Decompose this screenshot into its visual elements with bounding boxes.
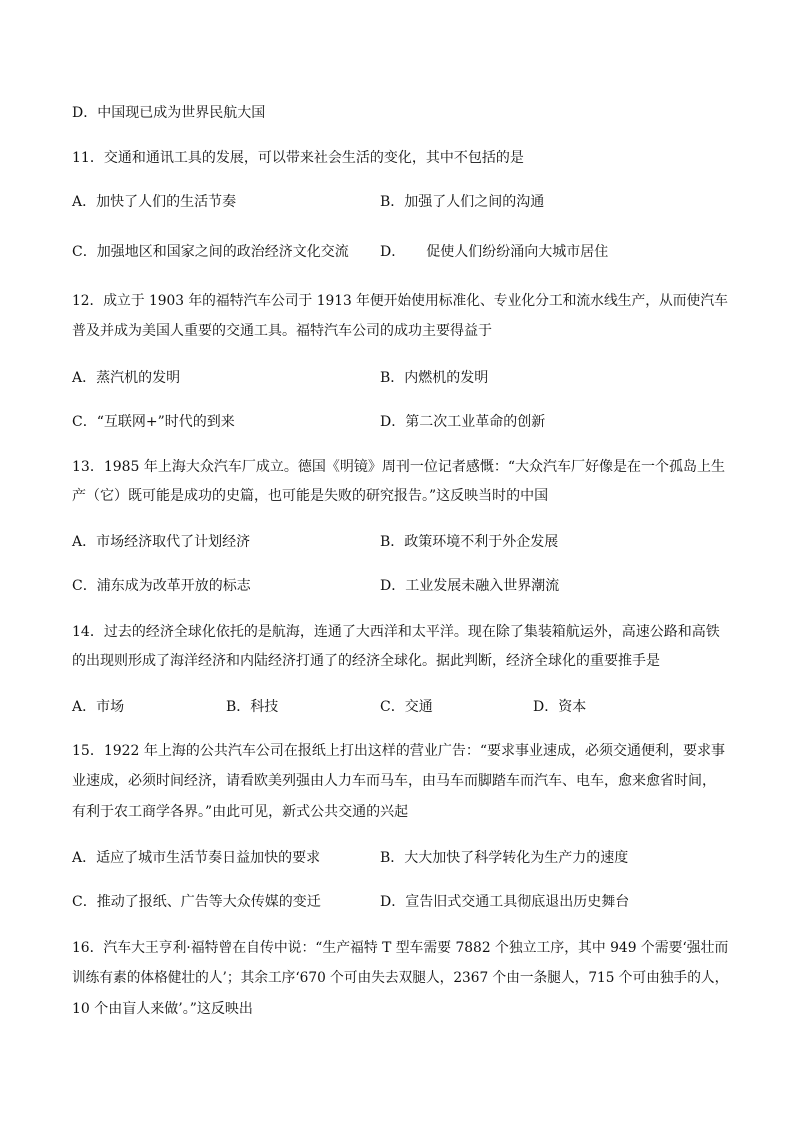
q14-option-d: D．资本 [533, 699, 587, 715]
q13-option-d: D．工业发展未融入世界潮流 [380, 578, 560, 594]
q11-option-c: C．加强地区和国家之间的政治经济文化交流 [72, 244, 349, 260]
q12-option-a: A．蒸汽机的发明 [72, 370, 181, 386]
q12-stem-line-1: 12．成立于 1903 年的福特汽车公司于 1913 年便开始使用标准化、专业化分工和流水线生产，从而使汽车 [72, 293, 728, 309]
q10-option-d: D．中国现已成为世界民航大国 [72, 105, 266, 121]
q13-stem-line-2: 产（它）既可能是成功的史篇，也可能是失败的研究报告。”这反映当时的中国 [72, 488, 549, 504]
q15-stem-line-2: 业速成，必须时间经济，请看欧美列强由人力车而马车，由马车而脚踏车而汽车、电车，愈来愈省时间， [72, 773, 716, 789]
q15-option-b: B．大大加快了科学转化为生产力的速度 [380, 850, 629, 866]
q14-stem-line-2: 的出现则形成了海洋经济和内陆经济打通了的经济全球化。据此判断，经济全球化的重要推手是 [72, 653, 660, 669]
q15-option-c: C．推动了报纸、广告等大众传媒的变迁 [72, 894, 321, 910]
q11-option-b: B．加强了人们之间的沟通 [380, 194, 545, 210]
q12-option-d: D．第二次工业革命的创新 [380, 414, 546, 430]
q11-stem: 11．交通和通讯工具的发展，可以带来社会生活的变化，其中不包括的是 [72, 150, 524, 166]
q13-option-b: B．政策环境不利于外企发展 [380, 534, 559, 550]
q12-option-c: C．“互联网+”时代的到来 [72, 414, 235, 430]
q11-option-a: A．加快了人们的生活节奏 [72, 194, 237, 210]
q15-option-a: A．适应了城市生活节奏日益加快的要求 [72, 850, 321, 866]
q16-stem-line-1: 16．汽车大王亨利·福特曾在自传中说：“生产福特 T 型车需要 7882 个独立工序，其中 949 个需要‘强壮而 [72, 940, 729, 956]
q12-stem-line-2: 普及并成为美国人重要的交通工具。福特汽车公司的成功主要得益于 [72, 323, 492, 339]
q14-stem-line-1: 14．过去的经济全球化依托的是航海，连通了大西洋和太平洋。现在除了集装箱航运外，高速公路和高铁 [72, 624, 720, 640]
q14-option-b: B．科技 [226, 699, 279, 715]
q13-option-a: A．市场经济取代了计划经济 [72, 534, 251, 550]
q12-option-b: B．内燃机的发明 [380, 370, 489, 386]
q15-stem-line-1: 15．1922 年上海的公共汽车公司在报纸上打出这样的营业广告：“要求事业速成，必须交通便利，要求事 [72, 743, 726, 759]
q16-stem-line-2: 训练有素的体格健壮的人’；其余工序‘670 个可由失去双腿人，2367 个由一条腿人，715 个可由独手的人， [72, 970, 729, 986]
q15-stem-line-3: 有利于农工商学各界。”由此可见，新式公共交通的兴起 [72, 804, 409, 820]
q13-stem-line-1: 13．1985 年上海大众汽车厂成立。德国《明镜》周刊一位记者感慨：“大众汽车厂好像是在一个孤岛上生 [72, 459, 726, 475]
q16-stem-line-3: 10 个由盲人来做’。”这反映出 [72, 1001, 253, 1017]
q14-option-a: A．市场 [72, 699, 125, 715]
q15-option-d: D．宣告旧式交通工具彻底退出历史舞台 [380, 894, 630, 910]
q11-option-d: D． 促使人们纷纷涌向大城市居住 [380, 244, 609, 260]
q14-option-c: C．交通 [380, 699, 433, 715]
q13-option-c: C．浦东成为改革开放的标志 [72, 578, 251, 594]
